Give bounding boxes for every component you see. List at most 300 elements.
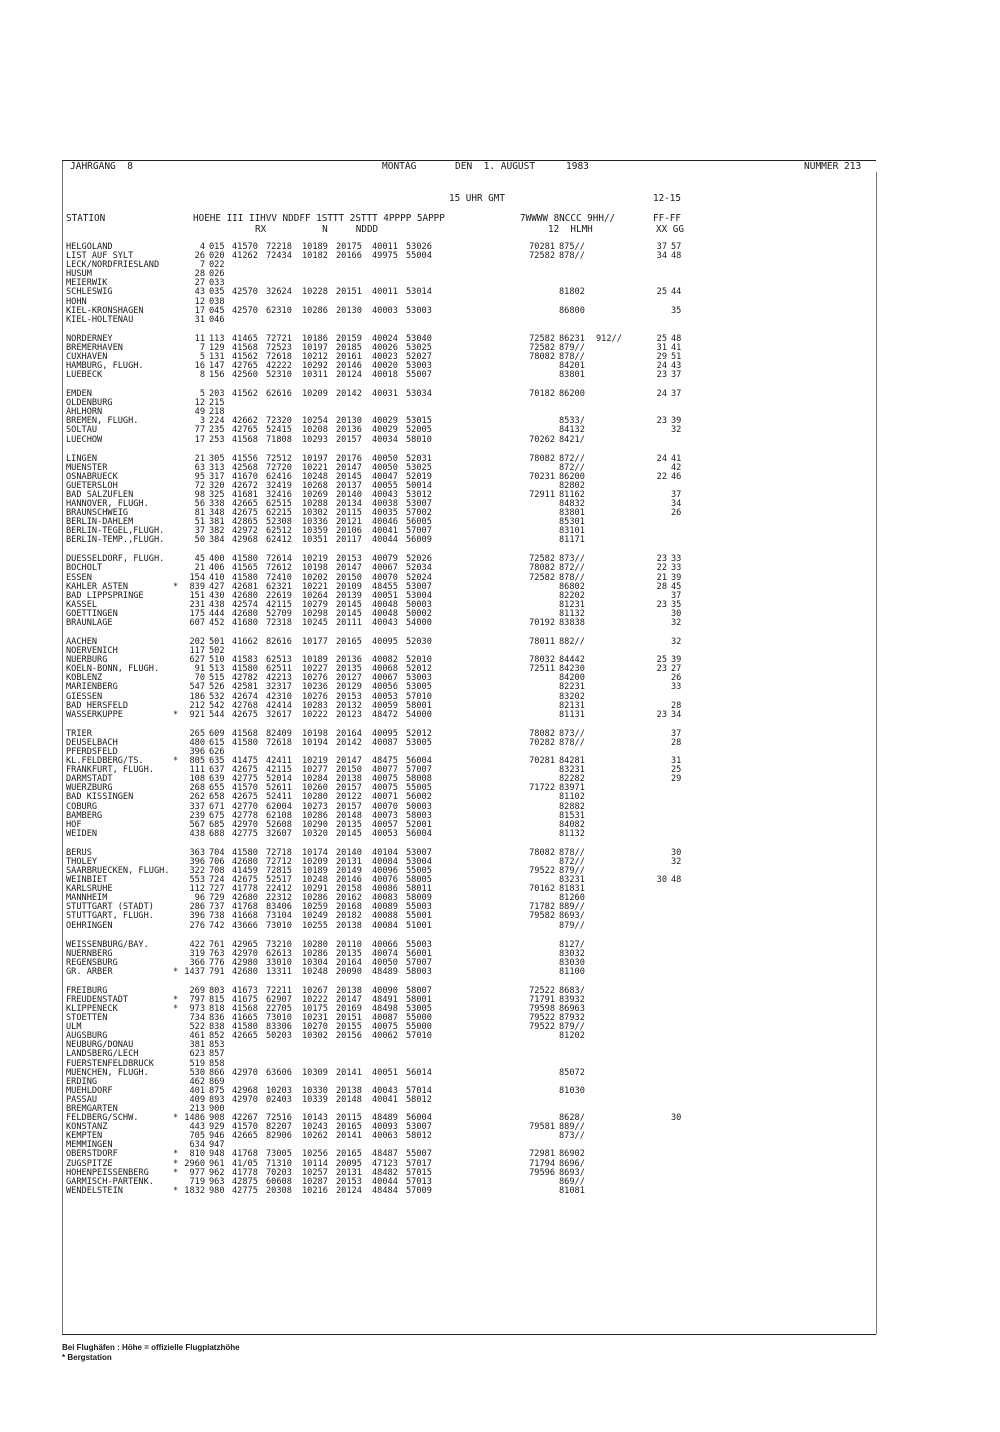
wind-gust: 48: [671, 875, 682, 886]
wind-gust: 32: [671, 856, 682, 867]
group-1sttt: 10189: [302, 655, 328, 666]
group-iihvv: 42675: [232, 875, 258, 886]
group-1sttt: 10114: [302, 1158, 328, 1169]
group-8nccc: 81831: [559, 884, 585, 895]
group-nddff: 33010: [266, 957, 292, 968]
group-5appp: 52005: [406, 425, 432, 436]
group-2sttt: 20150: [336, 765, 362, 776]
group-nddff: 10203: [266, 1085, 292, 1096]
group-2sttt: 20123: [336, 709, 362, 720]
group-2sttt: 20131: [336, 856, 362, 867]
group-4pppp: 40088: [372, 911, 398, 922]
station-height: 2960: [184, 1158, 205, 1169]
group-4pppp: 40051: [372, 590, 398, 601]
group-5appp: 56009: [406, 535, 432, 546]
group-iihvv: 41668: [232, 911, 258, 922]
group-7wwww: 78082: [529, 847, 555, 858]
group-5appp: 52026: [406, 554, 432, 565]
group-4pppp: 40003: [372, 305, 398, 316]
station-name: BREMERHAVEN: [66, 342, 123, 353]
station-id: 438: [209, 599, 225, 610]
group-8nccc: 81171: [559, 535, 585, 546]
station-id: 313: [209, 462, 225, 473]
station-row: [66, 298, 871, 307]
station-row: [66, 1005, 871, 1014]
group-8nccc: 81131: [559, 709, 585, 720]
group-nddff: 32624: [266, 287, 292, 298]
group-8nccc: 83202: [559, 691, 585, 702]
group-5appp: 53040: [406, 333, 432, 344]
station-id: 020: [209, 251, 225, 262]
group-nddff: 42115: [266, 599, 292, 610]
group-8nccc: 83801: [559, 508, 585, 519]
station-height: 480: [189, 737, 205, 748]
station-row: [66, 601, 871, 610]
group-iihvv: 42681: [232, 581, 258, 592]
group-5appp: 58007: [406, 985, 432, 996]
group-iihvv: 42968: [232, 1085, 258, 1096]
group-7wwww: 71791: [529, 994, 555, 1005]
wind-gust: 26: [671, 508, 682, 519]
group-4pppp: 40041: [372, 1094, 398, 1105]
group-1sttt: 10269: [302, 489, 328, 500]
group-nddff: 62513: [266, 655, 292, 666]
wind-period: 12-15: [653, 193, 681, 204]
group-2sttt: 20115: [336, 508, 362, 519]
group-2sttt: 20149: [336, 865, 362, 876]
station-name: MEIERWIK: [66, 278, 108, 289]
station-height: 396: [189, 746, 205, 757]
station-row: [66, 987, 871, 996]
group-8nccc: 869//: [559, 1176, 585, 1187]
group-4pppp: 40090: [372, 985, 398, 996]
group-8nccc: 86902: [559, 1149, 585, 1160]
group-4pppp: 40044: [372, 1176, 398, 1187]
station-name: BERLIN-DAHLEM: [66, 517, 134, 528]
group-8nccc: 86200: [559, 471, 585, 482]
group-7wwww: 79581: [529, 1122, 555, 1133]
group-8nccc: 879//: [559, 1022, 585, 1033]
group-1sttt: 10283: [302, 700, 328, 711]
group-8nccc: 83971: [559, 783, 585, 794]
group-1sttt: 10339: [302, 1094, 328, 1105]
group-5appp: 53025: [406, 462, 432, 473]
group-5appp: 53003: [406, 361, 432, 372]
group-nddff: 72516: [266, 1113, 292, 1124]
station-id: 129: [209, 342, 225, 353]
group-5appp: 56001: [406, 948, 432, 959]
group-1sttt: 10248: [302, 471, 328, 482]
group-nddff: 62215: [266, 508, 292, 519]
station-id: 946: [209, 1131, 225, 1142]
group-iihvv: 41570: [232, 1122, 258, 1133]
group-8nccc: 81202: [559, 1031, 585, 1042]
group-8nccc: 878//: [559, 251, 585, 262]
group-8nccc: 84442: [559, 655, 585, 666]
station-id: 704: [209, 847, 225, 858]
group-4pppp: 48498: [372, 1003, 398, 1014]
group-nddff: 52611: [266, 783, 292, 794]
station-id: 742: [209, 920, 225, 931]
wind-gust: 28: [671, 737, 682, 748]
station-row: [66, 711, 871, 720]
group-8nccc: 82131: [559, 700, 585, 711]
group-1sttt: 10249: [302, 911, 328, 922]
group-4pppp: 48489: [372, 966, 398, 977]
frame-left-rule: [62, 160, 63, 1334]
group-spacer: [66, 931, 871, 941]
group-1sttt: 10302: [302, 1031, 328, 1042]
station-name: ULM: [66, 1022, 82, 1033]
group-1sttt: 10286: [302, 810, 328, 821]
station-row: [66, 702, 871, 711]
group-5appp: 58001: [406, 700, 432, 711]
group-1sttt: 10336: [302, 517, 328, 528]
group-nddff: 63606: [266, 1067, 292, 1078]
group-5appp: 58009: [406, 893, 432, 904]
station-row: [66, 867, 871, 876]
station-row: [66, 261, 871, 270]
group-8nccc: 85301: [559, 517, 585, 528]
group-iihvv: 42865: [232, 517, 258, 528]
group-nddff: 73005: [266, 1149, 292, 1160]
group-7wwww: 78082: [529, 728, 555, 739]
group-4pppp: 40034: [372, 434, 398, 445]
group-iihvv: 42972: [232, 526, 258, 537]
group-nddff: 22412: [266, 884, 292, 895]
station-height: 112: [189, 884, 205, 895]
station-row: [66, 482, 871, 491]
station-id: 147: [209, 361, 225, 372]
station-height: 797: [189, 994, 205, 1005]
group-8nccc: 82802: [559, 480, 585, 491]
group-9hh: 912//: [596, 333, 622, 344]
group-5appp: 52024: [406, 572, 432, 583]
group-iihvv: 42574: [232, 599, 258, 610]
group-5appp: 53034: [406, 389, 432, 400]
station-id: 791: [209, 966, 225, 977]
mountain-marker: *: [173, 1185, 179, 1196]
station-row: [66, 1087, 871, 1096]
group-2sttt: 20095: [336, 1158, 362, 1169]
group-iihvv: 41580: [232, 664, 258, 675]
station-row: [66, 1050, 871, 1059]
group-2sttt: 20165: [336, 637, 362, 648]
group-4pppp: 40047: [372, 471, 398, 482]
group-2sttt: 20145: [336, 828, 362, 839]
group-iihvv: 41580: [232, 847, 258, 858]
group-2sttt: 20142: [336, 737, 362, 748]
group-nddff: 72410: [266, 572, 292, 583]
station-id: 639: [209, 774, 225, 785]
station-id: 655: [209, 783, 225, 794]
group-8nccc: 8533/: [559, 416, 585, 427]
code-column-header: HOEHE III IIHVV NDDFF 1STTT 2STTT 4PPPP 5APPP: [193, 213, 445, 224]
station-id: 156: [209, 370, 225, 381]
station-name: AUGSBURG: [66, 1031, 108, 1042]
station-id: 348: [209, 508, 225, 519]
group-iihvv: 42570: [232, 287, 258, 298]
station-name: DEUSELBACH: [66, 737, 118, 748]
station-row: [66, 243, 871, 252]
wind-ff-max: 31: [656, 342, 667, 353]
station-name: KIEL-KRONSHAGEN: [66, 305, 144, 316]
station-name: OBERSTDORF: [66, 1149, 118, 1160]
station-id: 869: [209, 1076, 225, 1087]
group-nddff: 32317: [266, 682, 292, 693]
station-row: [66, 757, 871, 766]
group-1sttt: 10245: [302, 618, 328, 629]
group-spacer: [66, 545, 871, 555]
station-id: 382: [209, 526, 225, 537]
station-row: [66, 1069, 871, 1078]
group-8nccc: 84832: [559, 499, 585, 510]
group-1sttt: 10209: [302, 856, 328, 867]
group-5appp: 53007: [406, 499, 432, 510]
group-2sttt: 20157: [336, 434, 362, 445]
station-height: 27: [194, 278, 205, 289]
wind-ff-max: 21: [656, 572, 667, 583]
group-iihvv: 42970: [232, 1067, 258, 1078]
group-iihvv: 42675: [232, 765, 258, 776]
station-height: 268: [189, 783, 205, 794]
station-id: 045: [209, 305, 225, 316]
group-1sttt: 10236: [302, 682, 328, 693]
station-row: [66, 362, 871, 371]
station-height: 151: [189, 590, 205, 601]
group-7wwww: 78011: [529, 637, 555, 648]
group-7wwww: 79596: [529, 1167, 555, 1178]
mountain-marker: *: [173, 1149, 179, 1160]
group-1sttt: 10257: [302, 1167, 328, 1178]
station-row: [66, 252, 871, 261]
group-2sttt: 20135: [336, 819, 362, 830]
group-5appp: 53007: [406, 581, 432, 592]
group-4pppp: 40073: [372, 810, 398, 821]
station-name: FREIBURG: [66, 985, 108, 996]
group-1sttt: 10288: [302, 499, 328, 510]
group-8nccc: 81162: [559, 489, 585, 500]
station-id: 961: [209, 1158, 225, 1169]
station-height: 553: [189, 875, 205, 886]
station-height: 12: [194, 398, 205, 409]
station-id: 033: [209, 278, 225, 289]
group-2sttt: 20115: [336, 1113, 362, 1124]
wind-gust: 43: [671, 361, 682, 372]
wind-ff-max: 23: [656, 416, 667, 427]
wind-ff-max: 23: [656, 554, 667, 565]
group-1sttt: 10298: [302, 608, 328, 619]
group-4pppp: 40053: [372, 828, 398, 839]
station-name: SOLTAU: [66, 425, 98, 436]
station-name: BAD KISSINGEN: [66, 792, 134, 803]
station-row: [66, 1187, 871, 1196]
group-4pppp: 40026: [372, 342, 398, 353]
group-1sttt: 10276: [302, 691, 328, 702]
station-id: 038: [209, 296, 225, 307]
group-1sttt: 10216: [302, 1185, 328, 1196]
station-name: WENDELSTEIN: [66, 1185, 123, 1196]
group-2sttt: 20151: [336, 1013, 362, 1024]
group-nddff: 62310: [266, 305, 292, 316]
group-2sttt: 20145: [336, 471, 362, 482]
group-5appp: 57009: [406, 1185, 432, 1196]
group-1sttt: 10222: [302, 709, 328, 720]
station-id: 305: [209, 453, 225, 464]
group-2sttt: 20151: [336, 287, 362, 298]
group-nddff: 50203: [266, 1031, 292, 1042]
station-name: FREUDENSTADT: [66, 994, 129, 1005]
group-4pppp: 40067: [372, 673, 398, 684]
group-iihvv: 42665: [232, 1031, 258, 1042]
group-2sttt: 20117: [336, 535, 362, 546]
station-id: 908: [209, 1113, 225, 1124]
group-iihvv: 41556: [232, 453, 258, 464]
group-iihvv: 41681: [232, 489, 258, 500]
group-5appp: 58005: [406, 875, 432, 886]
group-5appp: 52012: [406, 728, 432, 739]
station-name: TRIER: [66, 728, 92, 739]
station-id: 513: [209, 664, 225, 675]
group-nddff: 62613: [266, 948, 292, 959]
station-name: PASSAU: [66, 1094, 98, 1105]
group-2sttt: 20135: [336, 948, 362, 959]
group-5appp: 57007: [406, 526, 432, 537]
group-5appp: 57013: [406, 1176, 432, 1187]
station-id: 729: [209, 893, 225, 904]
group-8nccc: 83101: [559, 526, 585, 537]
station-row: [66, 683, 871, 692]
group-2sttt: 20162: [336, 893, 362, 904]
group-iihvv: 42970: [232, 948, 258, 959]
group-7wwww: 72522: [529, 985, 555, 996]
station-height: 438: [189, 828, 205, 839]
station-height: 567: [189, 819, 205, 830]
group-5appp: 55000: [406, 1013, 432, 1024]
group-7wwww: 70182: [529, 389, 555, 400]
group-4pppp: 40041: [372, 526, 398, 537]
group-nddff: 62616: [266, 389, 292, 400]
station-name: STUTTGART (STADT): [66, 902, 154, 913]
station-id: 215: [209, 398, 225, 409]
group-2sttt: 20124: [336, 1185, 362, 1196]
station-height: 11: [194, 333, 205, 344]
station-height: 8: [199, 370, 205, 381]
wind-gust: 33: [671, 554, 682, 565]
group-spacer: [66, 380, 871, 390]
footnote-mountain-station: * Bergstation: [62, 1353, 112, 1362]
group-5appp: 53007: [406, 847, 432, 858]
station-name: STOETTEN: [66, 1013, 108, 1024]
group-iihvv: 41562: [232, 389, 258, 400]
station-height: 7: [199, 260, 205, 271]
station-id: 900: [209, 1103, 225, 1114]
group-5appp: 56004: [406, 756, 432, 767]
group-1sttt: 10174: [302, 847, 328, 858]
group-iihvv: 41580: [232, 572, 258, 583]
group-8nccc: 81132: [559, 828, 585, 839]
group-2sttt: 20155: [336, 1022, 362, 1033]
wind-gust: 46: [671, 471, 682, 482]
station-height: 96: [194, 893, 205, 904]
group-nddff: 62511: [266, 664, 292, 675]
group-5appp: 52030: [406, 637, 432, 648]
station-id: 737: [209, 902, 225, 913]
group-1sttt: 10280: [302, 792, 328, 803]
group-2sttt: 20137: [336, 480, 362, 491]
group-iihvv: 41583: [232, 655, 258, 666]
group-1sttt: 10309: [302, 1067, 328, 1078]
group-nddff: 82616: [266, 637, 292, 648]
station-id: 224: [209, 416, 225, 427]
group-2sttt: 20135: [336, 664, 362, 675]
station-row: [66, 849, 871, 858]
station-row: [66, 1014, 871, 1023]
wind-ff-max: 25: [656, 333, 667, 344]
group-5appp: 55005: [406, 865, 432, 876]
group-1sttt: 10276: [302, 673, 328, 684]
station-height: 45: [194, 554, 205, 565]
group-7wwww: 70281: [529, 756, 555, 767]
group-iihvv: 42765: [232, 361, 258, 372]
station-row: [66, 812, 871, 821]
station-name: BAD HERSFELD: [66, 700, 129, 711]
group-4pppp: 40050: [372, 957, 398, 968]
group-2sttt: 20136: [336, 655, 362, 666]
wind-ff-max: 34: [656, 251, 667, 262]
group-7wwww: 72582: [529, 554, 555, 565]
group-2sttt: 20153: [336, 691, 362, 702]
group-1sttt: 10284: [302, 774, 328, 785]
station-row: [66, 417, 871, 426]
group-4pppp: 40075: [372, 783, 398, 794]
group-7wwww: 72981: [529, 1149, 555, 1160]
group-4pppp: 40076: [372, 875, 398, 886]
station-name: EMDEN: [66, 389, 92, 400]
wind-gust: 37: [671, 489, 682, 500]
group-iihvv: 42965: [232, 939, 258, 950]
station-row: [66, 950, 871, 959]
group-2sttt: 20142: [336, 389, 362, 400]
group-5appp: 58003: [406, 810, 432, 821]
group-iihvv: 42665: [232, 1131, 258, 1142]
station-name: WEISSENBURG/BAY.: [66, 939, 149, 950]
group-nddff: 62004: [266, 801, 292, 812]
wind-gust: 57: [671, 242, 682, 252]
station-row: [66, 1169, 871, 1178]
station-name: BREMEN, FLUGH.: [66, 416, 139, 427]
wind-gust: 26: [671, 673, 682, 684]
station-name: OSNABRUECK: [66, 471, 118, 482]
group-8nccc: 81081: [559, 1185, 585, 1196]
group-1sttt: 10231: [302, 1013, 328, 1024]
station-height: 276: [189, 920, 205, 931]
station-name: KARLSRUHE: [66, 884, 113, 895]
station-name: LINGEN: [66, 453, 98, 464]
group-spacer: [66, 977, 871, 987]
group-nddff: 72614: [266, 554, 292, 565]
group-iihvv: 42775: [232, 1185, 258, 1196]
group-2sttt: 20130: [336, 305, 362, 316]
group-iihvv: 41580: [232, 1022, 258, 1033]
group-7wwww: 72582: [529, 251, 555, 262]
group-5appp: 55005: [406, 783, 432, 794]
station-name: MARIENBERG: [66, 682, 118, 693]
group-5appp: 53005: [406, 1003, 432, 1014]
group-8nccc: 875//: [559, 242, 585, 252]
group-8nccc: 872//: [559, 856, 585, 867]
group-1sttt: 10268: [302, 480, 328, 491]
